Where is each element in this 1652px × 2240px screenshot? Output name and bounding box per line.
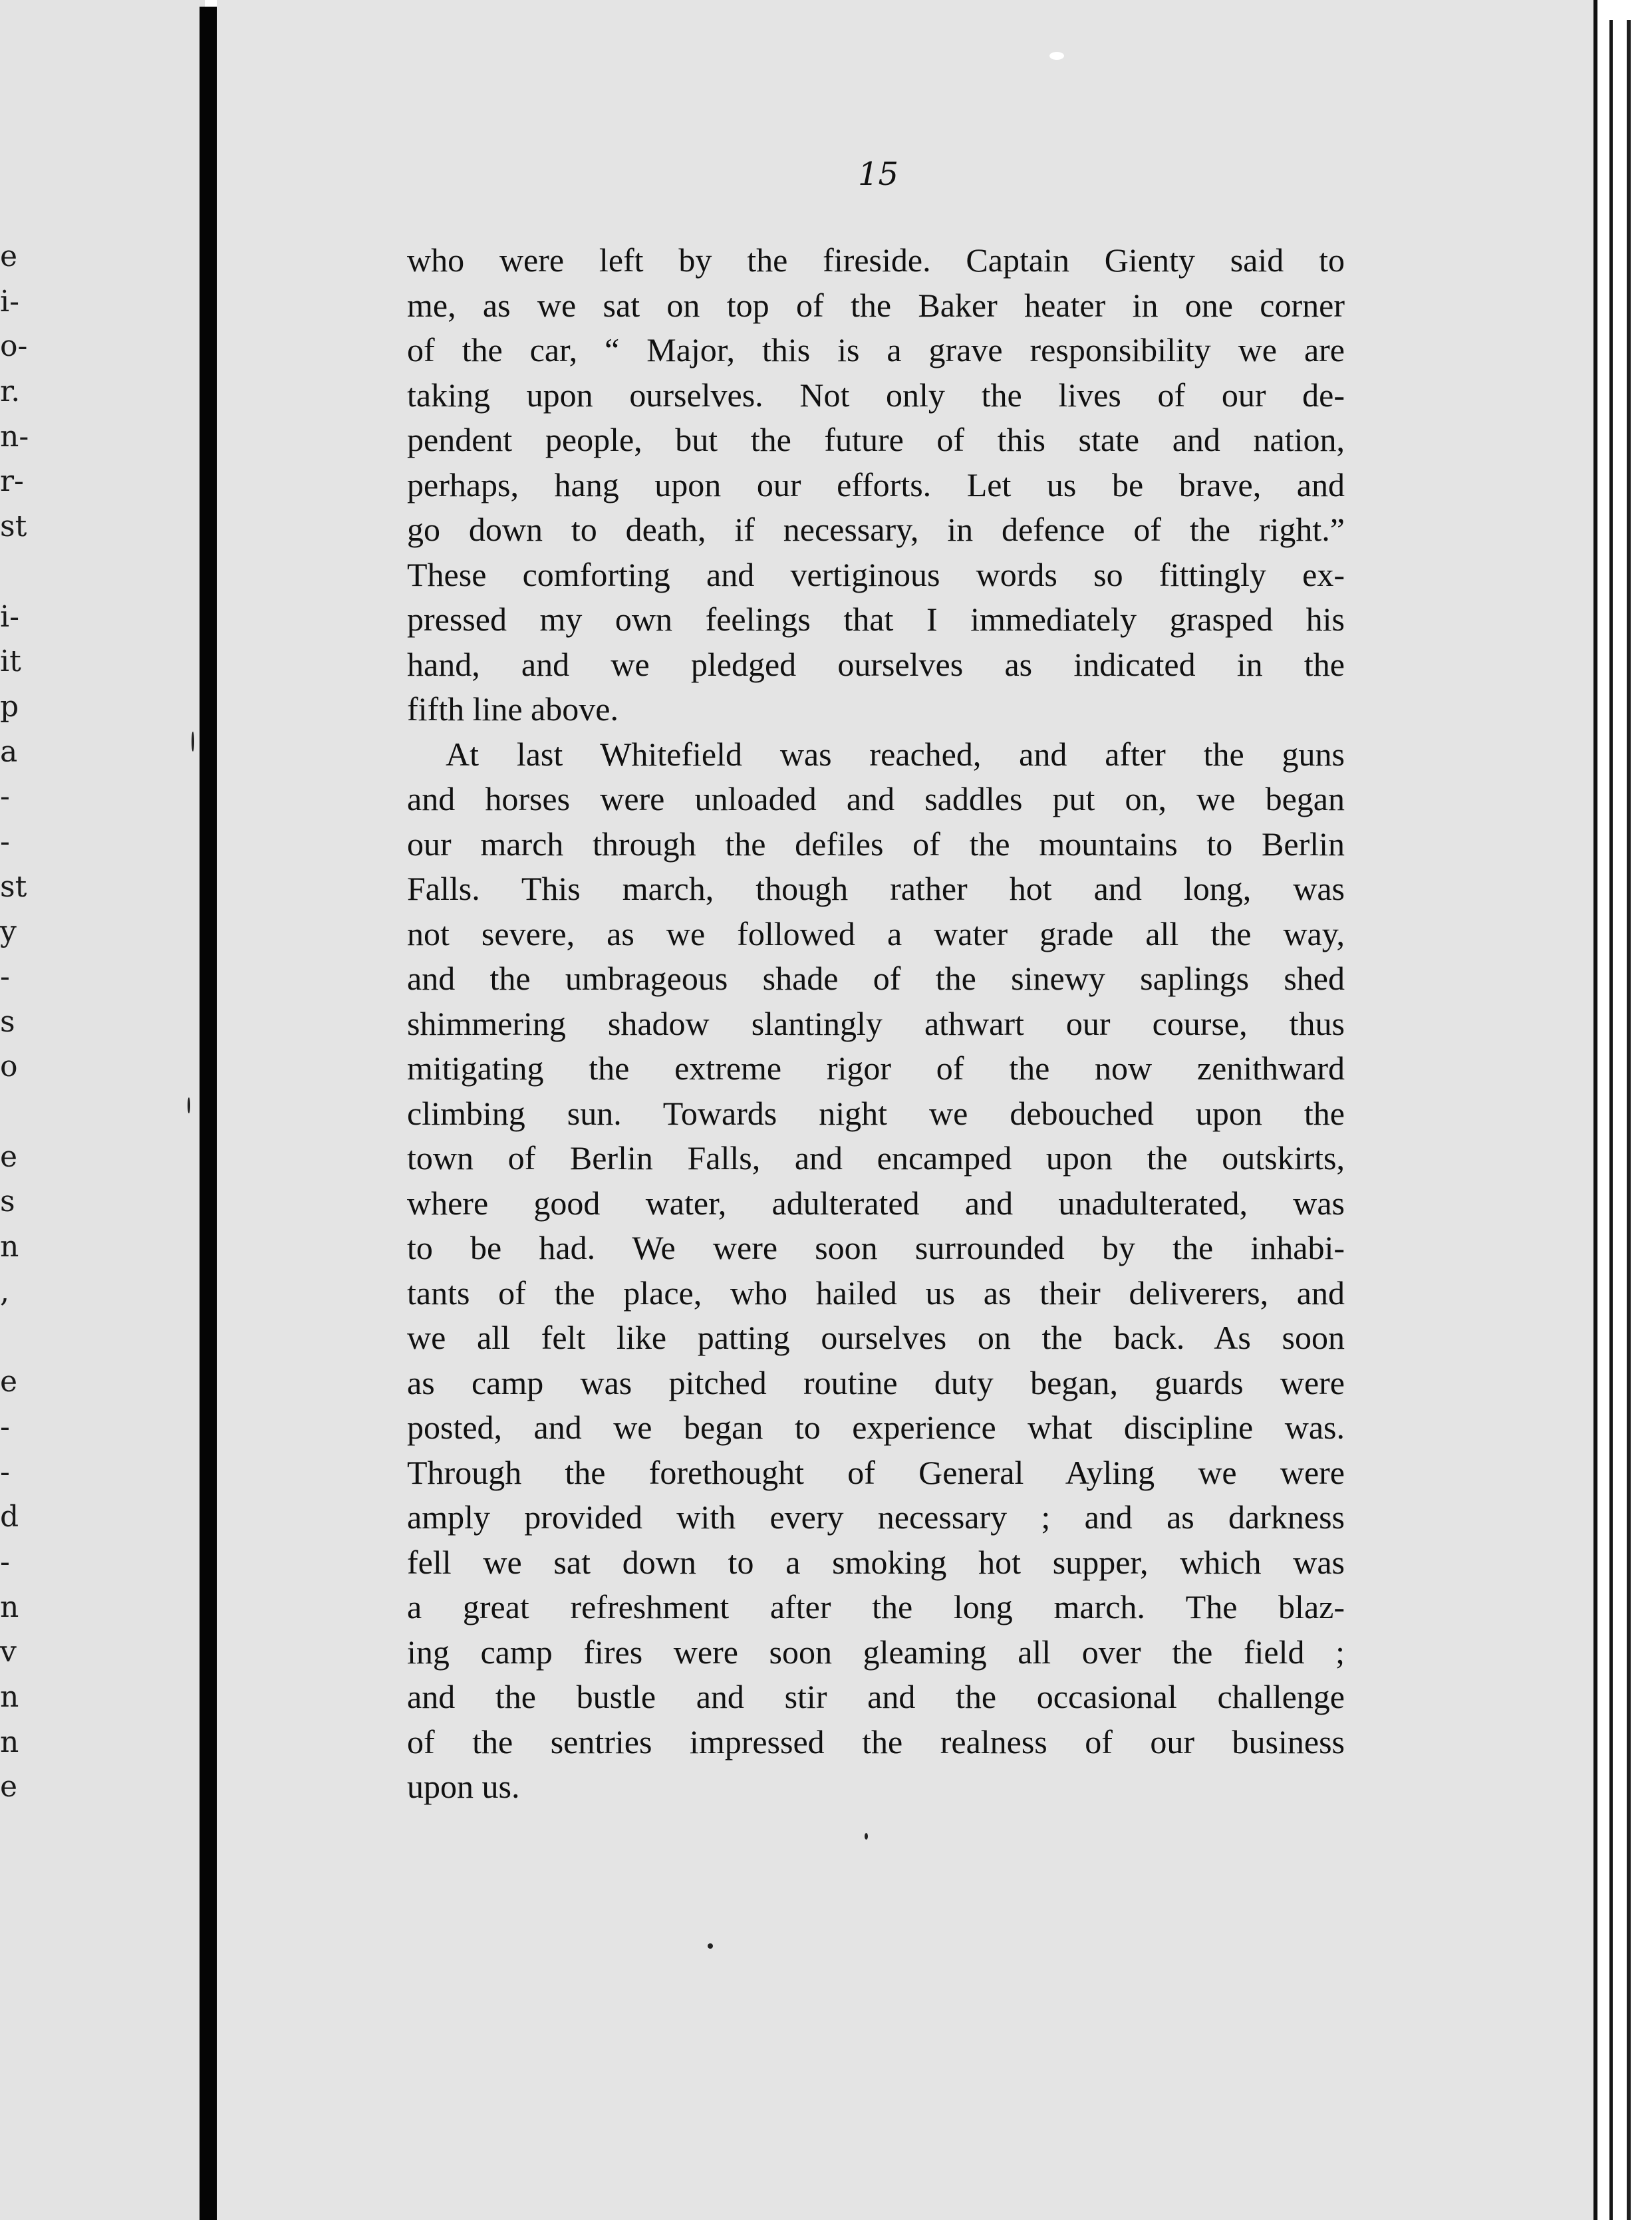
paragraph: [407, 238, 1345, 732]
facing-page-fragment: v: [0, 1635, 17, 1669]
facing-page-fragment: [0, 1089, 27, 1135]
facing-page-fragment: p: [0, 689, 19, 724]
text-line: a great refreshment after the long march. The blaz-: [407, 1588, 1345, 1625]
text-line: hand, and we pledged ourselves as indicated in the: [407, 645, 1345, 683]
facing-page-fragment: i-: [0, 599, 19, 634]
body-text: [407, 238, 1345, 1810]
text-line: where good water, adulterated and unadulterated, was: [407, 1184, 1345, 1222]
facing-page-fragment: -: [0, 1409, 10, 1444]
facing-page-fragment: n: [0, 1725, 19, 1759]
scan-speck: [192, 732, 194, 752]
book-gutter: [200, 7, 217, 2235]
facing-page-fragment: s: [0, 1004, 15, 1039]
facing-page-fragment: r.: [0, 374, 21, 409]
facing-page-fragment: [0, 549, 27, 595]
facing-page-fragment: y: [0, 914, 17, 949]
facing-page-fragment: -: [0, 1544, 10, 1579]
facing-page-fragment: d: [0, 1500, 19, 1534]
text-line: as camp was pitched routine duty began, guards were: [407, 1363, 1345, 1401]
facing-page-fragment: e: [0, 1365, 18, 1399]
facing-page-fragment: -: [0, 960, 10, 994]
text-line: go down to death, if necessary, in defence of the right.”: [407, 511, 1345, 548]
text-line: shimmering shadow slantingly athwart our course, thus: [407, 1004, 1345, 1042]
facing-page-fragment: -: [0, 824, 10, 859]
text-line: fell we sat down to a smoking hot supper, which was: [407, 1543, 1345, 1581]
facing-page-fragment: st: [0, 869, 27, 904]
scan-background: [1597, 0, 1652, 2240]
text-line: perhaps, hang upon our efforts. Let us be brave, and: [407, 466, 1345, 503]
text-line: amply provided with every necessary ; and as darkness: [407, 1498, 1345, 1536]
text-line: me, as we sat on top of the Baker heater in one corner: [407, 286, 1345, 324]
facing-page-fragment: o: [0, 1050, 18, 1084]
text-line: upon us.: [407, 1768, 520, 1805]
facing-page-fragment: e: [0, 239, 18, 273]
text-line: to be had. We were soon surrounded by the inhabi-: [407, 1229, 1345, 1266]
facing-page-fragment: i-: [0, 284, 19, 319]
page-edge-line: [1609, 20, 1613, 2240]
scan-speck: [1049, 52, 1064, 60]
page-edge-line: [1627, 20, 1631, 2240]
text-line: our march through the defiles of the mountains to Berlin: [407, 825, 1345, 863]
page-number: 15: [858, 156, 899, 193]
text-line: climbing sun. Towards night we debouched upon the: [407, 1094, 1345, 1132]
text-line: taking upon ourselves. Not only the lives of our de-: [407, 376, 1345, 414]
facing-page-fragment: ,: [0, 1274, 9, 1309]
text-line: of the car, “ Major, this is a grave responsibility we are: [407, 331, 1345, 368]
facing-page-fragment: n: [0, 1680, 19, 1714]
scan-speck: [708, 1943, 713, 1949]
text-line: fifth line above.: [407, 690, 619, 728]
facing-page-fragment: a: [0, 734, 18, 769]
text-line: Through the forethought of General Ayling we were: [407, 1453, 1345, 1491]
facing-page-fragment: e: [0, 1770, 18, 1804]
text-line: not severe, as we followed a water grade all the way,: [407, 914, 1345, 952]
facing-page-fragment: -: [0, 1455, 10, 1489]
text-line: ing camp fires were soon gleaming all over the field ;: [407, 1633, 1345, 1671]
text-line: mitigating the extreme rigor of the now zenithward: [407, 1050, 1345, 1087]
facing-page-fragment: st: [0, 509, 27, 544]
facing-page-fragment: -: [0, 779, 10, 814]
text-line: pressed my own feelings that I immediately grasped his: [407, 601, 1345, 638]
text-line: and horses were unloaded and saddles put on, we began: [407, 780, 1345, 817]
facing-page-fragment: e: [0, 1139, 18, 1174]
facing-page-fragment: o-: [0, 329, 28, 364]
facing-page-fragment: n: [0, 1590, 19, 1624]
text-line: and the umbrageous shade of the sinewy saplings shed: [407, 960, 1345, 997]
text-line: pendent people, but the future of this state and nation,: [407, 421, 1345, 458]
facing-page: [0, 0, 205, 2240]
facing-page-fragment: it: [0, 644, 21, 679]
text-line: town of Berlin Falls, and encamped upon the outskirts,: [407, 1139, 1345, 1177]
scan-speck: [865, 1833, 868, 1840]
scan-bottom-margin: [0, 2220, 1652, 2240]
text-line: and the bustle and stir and the occasional challenge: [407, 1678, 1345, 1715]
facing-page-fragment: r-: [0, 464, 24, 499]
facing-page-fragment: n-: [0, 419, 29, 454]
facing-page-fragment: [0, 1315, 27, 1360]
text-line: we all felt like patting ourselves on the back. As soon: [407, 1319, 1345, 1356]
text-line: Falls. This march, though rather hot and long, was: [407, 870, 1345, 907]
text-line: of the sentries impressed the realness of our business: [407, 1723, 1345, 1760]
scan-speck: [188, 1097, 190, 1113]
page-edge-line: [1593, 0, 1597, 2240]
facing-page-text-fragments: [0, 234, 27, 1810]
text-line: At last Whitefield was reached, and after the guns: [446, 735, 1345, 773]
text-line: tants of the place, who hailed us as their deliverers, and: [407, 1274, 1345, 1312]
text-line: These comforting and vertiginous words so fittingly ex-: [407, 555, 1345, 593]
facing-page-fragment: s: [0, 1185, 15, 1219]
paragraph: [407, 732, 1345, 1810]
text-line: posted, and we began to experience what discipline was.: [407, 1409, 1345, 1446]
facing-page-fragment: n: [0, 1230, 19, 1264]
text-line: who were left by the fireside. Captain Gienty said to: [407, 241, 1345, 279]
